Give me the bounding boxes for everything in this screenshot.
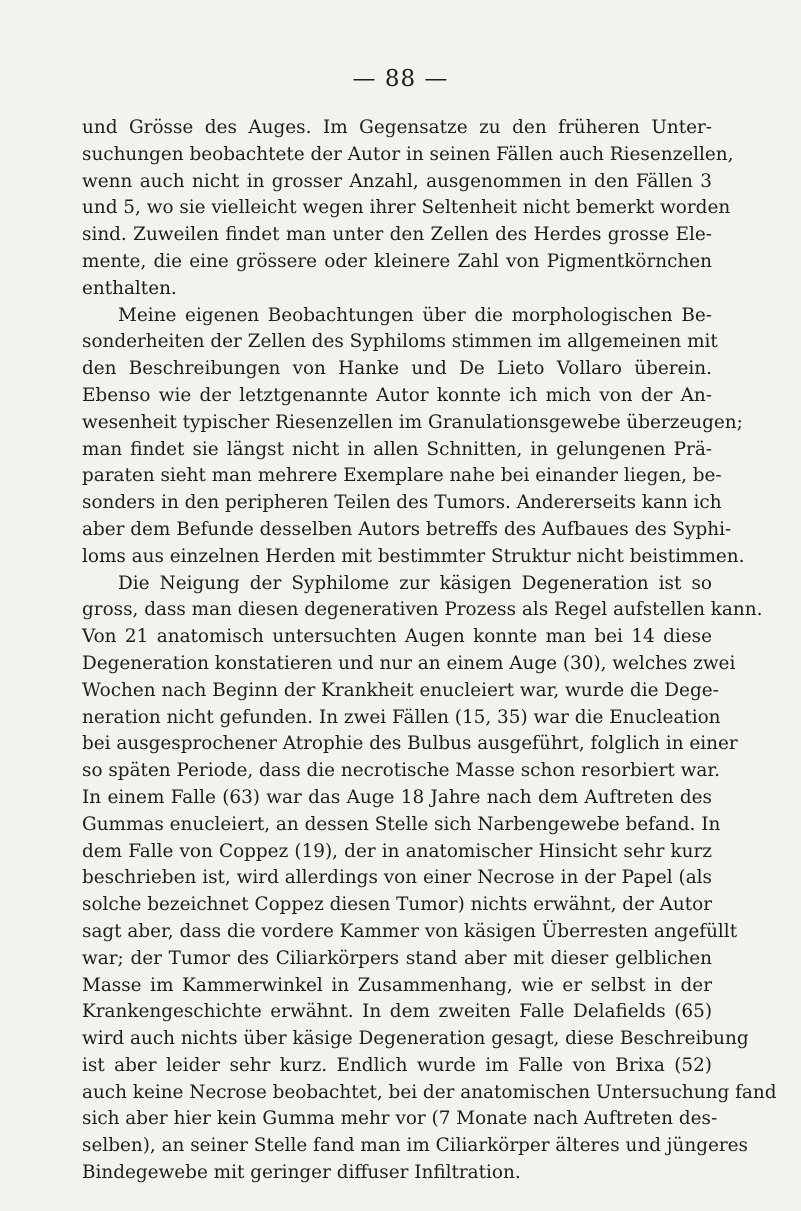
text-line: und Grösse des Auges. Im Gegensatze zu den früheren Unter- — [82, 117, 712, 138]
text-line: Wochen nach Beginn der Krankheit enucleiert war, wurde die Dege- — [82, 679, 719, 701]
text-line: auch keine Necrose beobachtet, bei der anatomischen Untersuchung fand — [82, 1081, 777, 1103]
text-line: sich aber hier kein Gumma mehr vor (7 Monate nach Auftreten des- — [82, 1108, 718, 1130]
text-line: ist aber leider sehr kurz. Endlich wurde im Falle von Brixa (52) — [82, 1054, 712, 1076]
text-line: Krankengeschichte erwähnt. In dem zweiten Falle Delafields (65) — [82, 1001, 712, 1023]
page-number: — 88 — — [352, 66, 449, 92]
text-line: sind. Zuweilen findet man unter den Zellen des Herdes grosse Ele- — [82, 224, 712, 246]
text-line: Meine eigenen Beobachtungen über die morphologischen Be- — [118, 304, 712, 326]
text-line: gross, dass man diesen degenerativen Prozess als Regel aufstellen kann. — [82, 599, 763, 621]
text-line: selben), an seiner Stelle fand man im Ciliarkörper älteres und jüngeres — [82, 1135, 748, 1157]
text-line: Von 21 anatomisch untersuchten Augen konnte man bei 14 diese — [82, 626, 712, 648]
text-line: dem Falle von Coppez (19), der in anatomischer Hinsicht sehr kurz — [82, 840, 712, 862]
text-line: wesenheit typischer Riesenzellen im Granulationsgewebe überzeugen; — [82, 411, 743, 433]
text-line: beschrieben ist, wird allerdings von einer Necrose in der Papel (als — [82, 867, 712, 889]
text-line: loms aus einzelnen Herden mit bestimmter Struktur nicht beistimmen. — [82, 545, 745, 567]
text-line: sagt aber, dass die vordere Kammer von käsigen Überresten angefüllt — [82, 920, 738, 942]
text-line: Ebenso wie der letztgenannte Autor konnte ich mich von der An- — [82, 384, 712, 406]
text-line: und 5, wo sie vielleicht wegen ihrer Seltenheit nicht bemerkt worden — [82, 197, 731, 219]
text-line: Bindegewebe mit geringer diffuser Infiltration. — [82, 1162, 521, 1184]
text-line: bei ausgesprochener Atrophie des Bulbus ausgeführt, folglich in einer — [82, 733, 738, 755]
text-line: mente, die eine grössere oder kleinere Zahl von Pigmentkörnchen — [82, 250, 712, 272]
text-line: war; der Tumor des Ciliarkörpers stand aber mit dieser gelblichen — [82, 947, 712, 969]
text-line: suchungen beobachtete der Autor in seinen Fällen auch Riesenzellen, — [82, 143, 734, 165]
text-line: Degeneration konstatieren und nur an einem Auge (30), welches zwei — [82, 652, 736, 674]
text-line: paraten sieht man mehrere Exemplare nahe bei einander liegen, be- — [82, 465, 722, 487]
text-line: sonderheiten der Zellen des Syphiloms stimmen im allgemeinen mit — [82, 331, 718, 353]
body-text — [82, 115, 777, 1187]
text-line: Masse im Kammerwinkel in Zusammenhang, wie er selbst in der — [82, 974, 712, 996]
text-line: solche bezeichnet Coppez diesen Tumor) nichts erwähnt, der Autor — [82, 894, 712, 916]
text-line: Gummas enucleiert, an dessen Stelle sich Narbengewebe befand. In — [82, 813, 721, 835]
text-line: neration nicht gefunden. In zwei Fällen (15, 35) war die Enucleation — [82, 706, 721, 728]
text-line: so späten Periode, dass die necrotische Masse schon resorbiert war. — [82, 760, 720, 782]
text-line: wenn auch nicht in grosser Anzahl, ausgenommen in den Fällen 3 — [82, 170, 712, 192]
text-line: enthalten. — [82, 277, 177, 299]
text-line: sonders in den peripheren Teilen des Tumors. Andererseits kann ich — [82, 492, 722, 514]
text-line: den Beschreibungen von Hanke und De Lieto Vollaro überein. — [82, 358, 712, 380]
text-line: In einem Falle (63) war das Auge 18 Jahre nach dem Auftreten des — [82, 786, 712, 808]
text-line: aber dem Befunde desselben Autors betreffs des Aufbaues des Syphi- — [82, 518, 732, 540]
text-line: man findet sie längst nicht in allen Schnitten, in gelungenen Prä- — [82, 438, 712, 460]
text-line: Die Neigung der Syphilome zur käsigen Degeneration ist so — [118, 572, 712, 594]
text-line: wird auch nichts über käsige Degeneration gesagt, diese Beschreibung — [82, 1028, 749, 1050]
